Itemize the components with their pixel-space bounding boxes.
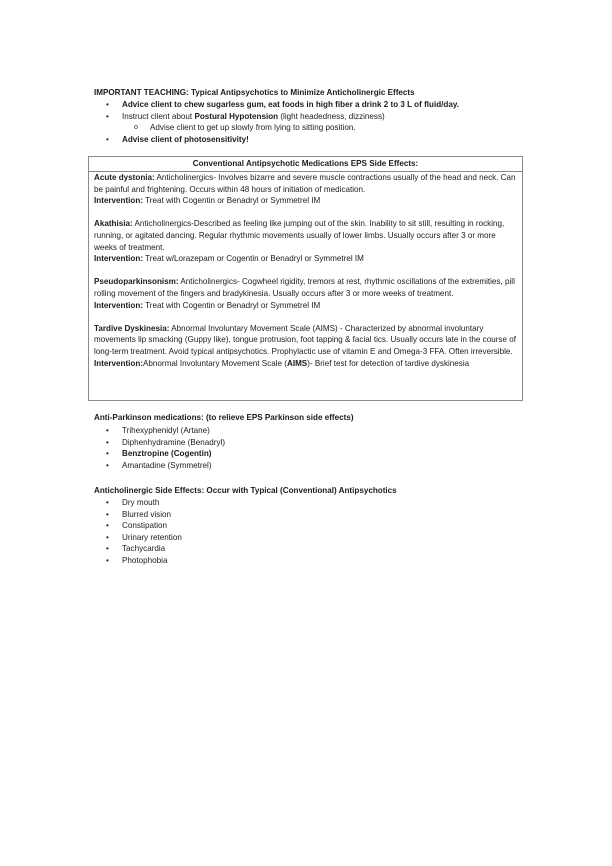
teaching-item-photosensitivity: Advise client of photosensitivity! [122,134,249,144]
list-item [94,532,182,544]
intervention-text: Treat with Cogentin or Benadryl or Symmetrel IM [143,196,321,206]
section-text: Anticholinergics-Described as feeling like jumping out of the skin. Inability to sit still, resulting in rocking, running, or agitated dancing. Regular rhythmic movements usually of lower limbs. Usually occurs after 3 or more weeks of treatment. [94,219,505,252]
bullet-icon: • [106,532,109,542]
bullet-icon: • [106,100,109,109]
medication-name: Amantadine (Symmetrel) [122,460,212,470]
list-item [94,437,225,449]
bullet-icon: • [106,555,109,565]
circle-bullet-icon: o [134,124,138,132]
bullet-icon: • [106,449,109,459]
medication-name: Diphenhydramine (Benadryl) [122,437,226,447]
anticholinergic-heading: Anticholinergic Side Effects: Occur with Typical (Conventional) Antipsychotics [94,486,397,495]
anti-parkinson-list [94,425,225,471]
list-item [94,460,225,472]
teaching-item-hypotension-pre: Instruct client about [122,111,195,121]
anti-parkinson-heading: Anti-Parkinson medications: (to relieve EPS Parkinson side effects) [94,413,354,422]
section-name: Pseudoparkinsonism: [94,277,179,287]
section-name: Akathisia: [94,219,133,229]
side-effect: Dry mouth [122,498,160,507]
teaching-item-gum: Advice client to chew sugarless gum, eat foods in high fiber a drink 2 to 3 L of fluid/day. [122,100,459,109]
list-item [94,111,459,123]
intervention-text-pre: Abnormal Involuntary Movement Scale ( [143,358,287,368]
section-text: Anticholinergics- Cogwheel rigidity, tremors at rest, rhythmic oscillations of the extremities, pill rolling movement of the fingers and bradykinesia. Usually occurs after 3 or more weeks of treatment. [94,277,515,298]
bullet-icon: • [106,521,109,531]
side-effect: Constipation [122,521,167,531]
section-text: Anticholinergics- Involves bizarre and severe muscle contractions usually of the head and neck. Can be painful and frightening. Occurs within 48 hours of initiation of medication. [94,173,516,194]
bullet-icon: • [106,460,109,470]
list-item [94,448,225,460]
side-effect: Urinary retention [122,532,182,542]
side-effect: Photophobia [122,555,168,565]
eps-box-body [94,172,518,381]
intervention-label: Intervention: [94,254,144,264]
list-item [94,134,459,146]
bullet-icon: • [106,111,109,121]
side-effect: Tachycardia [122,544,166,554]
eps-box-title: Conventional Antipsychotic Medications EPS Side Effects: [89,157,522,172]
teaching-heading: IMPORTANT TEACHING: Typical Antipsychotics to Minimize Anticholinergic Effects [94,88,415,97]
section-name: Tardive Dyskinesia: [94,323,170,333]
bullet-icon: • [106,437,109,447]
teaching-subitem-get-up: Advise client to get up slowly from lying to sitting position. [150,123,356,133]
teaching-item-hypotension-post: (light headedness, dizziness) [278,111,385,121]
bullet-icon: • [106,426,109,435]
list-item [94,520,182,532]
bullet-icon: • [106,544,109,554]
eps-side-effects-box [88,156,523,401]
side-effect: Blurred vision [122,509,172,519]
medication-name: Trihexyphenidyl (Artane) [122,426,210,435]
medication-name: Benztropine (Cogentin) [122,449,212,459]
section-name: Acute dystonia: [94,173,155,182]
list-item [94,509,182,521]
list-item [94,425,225,437]
bullet-icon: • [106,509,109,519]
intervention-label: Intervention: [94,196,144,206]
teaching-list [94,99,459,145]
anticholinergic-list [94,497,182,567]
list-item [94,99,459,111]
list-item [94,122,459,134]
teaching-item-hypotension-bold: Postural Hypotension [194,111,279,121]
eps-section-pseudoparkinsonism [94,276,518,311]
intervention-label: Intervention: [94,358,144,368]
eps-section-acute-dystonia [94,172,518,207]
list-item [94,555,182,567]
list-item [94,543,182,555]
intervention-text: Treat with Cogentin or Benadryl or Symmetrel IM [143,300,321,310]
eps-section-tardive-dyskinesia [94,323,518,369]
bullet-icon: • [106,498,109,507]
intervention-text-post: )- Brief test for detection of tardive dyskinesia [307,358,470,368]
intervention-text: Treat w/Lorazepam or Cogentin or Benadryl or Symmetrel IM [143,254,364,264]
eps-section-akathisia [94,218,518,264]
list-item [94,497,182,509]
bullet-icon: • [106,134,109,144]
section-text: Abnormal Involuntary Movement Scale (AIMS) - Characterized by abnormal involuntary movements lip smacking (Guppy like), tongue protrusion, foot tapping & facial tics. Usually occurs late in the course of long-term treatment. Avoid typical antipsychotics. Prophylactic use of vitamin E and Omega-3 FFA. Often irreversible. [94,323,516,356]
intervention-label: Intervention: [94,300,144,310]
intervention-text-bold: AIMS [286,358,308,368]
